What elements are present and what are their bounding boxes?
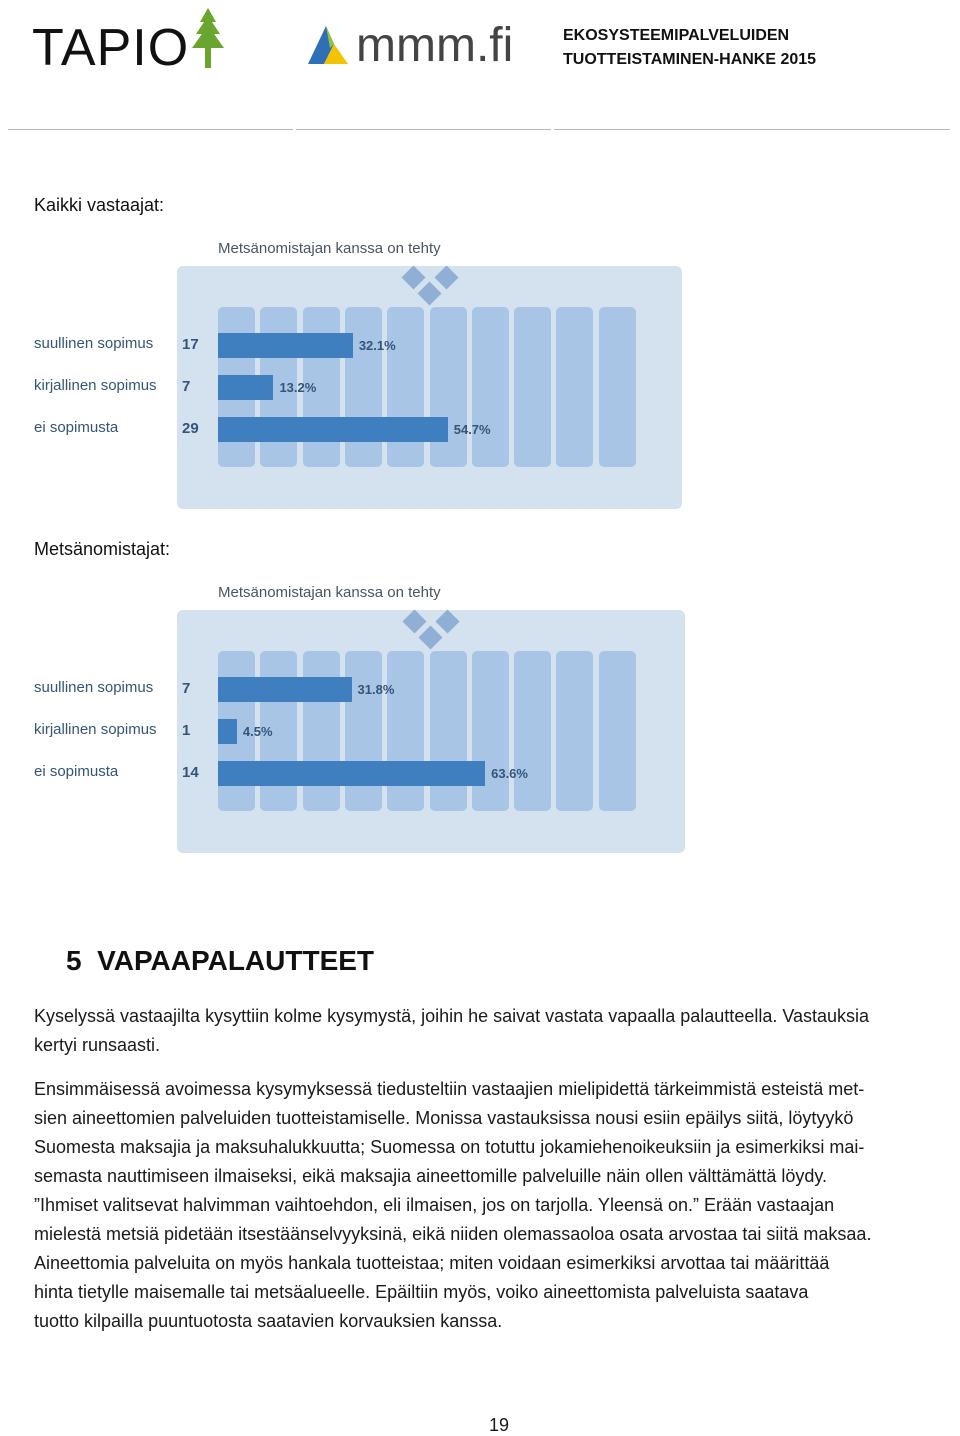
count-value: 7 <box>182 378 191 395</box>
count-value: 7 <box>182 680 191 697</box>
data-bar <box>218 417 448 442</box>
text-line: tuotto kilpailla puuntuotosta saatavien korvauksien kanssa. <box>34 1311 503 1331</box>
chart-grid-column <box>599 307 636 467</box>
chart-title: Metsänomistajan kanssa on tehty <box>218 584 441 601</box>
paragraph-intro <box>34 1002 960 1060</box>
section-title: VAPAAPALAUTTEET <box>97 945 375 976</box>
paragraph-obstacles <box>34 1075 960 1336</box>
chart-grid-column <box>303 651 340 811</box>
percent-label: 31.8% <box>357 682 395 697</box>
category-label: ei sopimusta <box>34 763 119 780</box>
chart-grid-column <box>345 651 382 811</box>
data-bar <box>218 677 352 702</box>
project-title-line-1: EKOSYSTEEMIPALVELUIDEN <box>563 27 790 44</box>
text-line: hinta tietylle maisemalle tai metsäalueelle. Epäiltiin myös, voiko aineettomista palveluista saatava <box>34 1282 809 1302</box>
chart-grid-column <box>430 307 467 467</box>
forest-owners-label: Metsänomistajat: <box>34 539 171 559</box>
category-label: kirjallinen sopimus <box>34 377 157 394</box>
data-bar <box>218 719 237 744</box>
chart-forest-owners <box>0 584 700 874</box>
page-header <box>0 0 960 130</box>
text-line: Suomesta maksajia ja maksuhalukkuutta; Suomessa on totuttu jokamiehenoikeuksiin ja esimerkiksi mai- <box>34 1137 865 1157</box>
mmm-logo-icon <box>304 18 354 68</box>
chart-grid-column <box>430 651 467 811</box>
chart-grid-column <box>514 651 551 811</box>
text-line: Ensimmäisessä avoimessa kysymyksessä tiedusteltiin vastaajien mielipidettä tärkeimmistä esteistä met- <box>34 1079 865 1099</box>
category-label: ei sopimusta <box>34 419 119 436</box>
chart-title: Metsänomistajan kanssa on tehty <box>218 240 441 257</box>
count-value: 14 <box>182 764 199 781</box>
count-value: 29 <box>182 420 199 437</box>
header-rule-1 <box>8 129 293 130</box>
percent-label: 4.5% <box>242 724 273 739</box>
chart-grid-column <box>472 651 509 811</box>
text-line: sien aineettomien palveluiden tuotteistamiselle. Monissa vastauksissa nousi esiin epäilys siitä, löytyykö <box>34 1108 854 1128</box>
tapio-logo: TAPIO <box>32 19 190 77</box>
category-label: kirjallinen sopimus <box>34 721 157 738</box>
tree-logo-icon <box>188 8 228 70</box>
data-bar <box>218 761 485 786</box>
chart-grid-column <box>472 307 509 467</box>
section-heading <box>66 945 374 977</box>
text-line: ”Ihmiset valitsevat halvimman vaihtoehdon, eli ilmaisen, jos on tarjolla. Yleensä on.” Erään vastaajan <box>34 1195 835 1215</box>
percent-label: 54.7% <box>453 422 491 437</box>
chart-grid-column <box>556 307 593 467</box>
chart-grid-column <box>345 307 382 467</box>
chart-grid-column <box>387 307 424 467</box>
text-line: Kyselyssä vastaajilta kysyttiin kolme kysymystä, joihin he saivat vastata vapaalla palautteella. Vastauksia <box>34 1006 870 1026</box>
header-rule-3 <box>554 129 950 130</box>
page-number: 19 <box>488 1415 510 1435</box>
chart-grid-column <box>599 651 636 811</box>
chart-all-respondents <box>0 240 700 530</box>
percent-label: 63.6% <box>491 766 528 781</box>
count-value: 1 <box>182 722 191 739</box>
text-line: mielestä metsiä pidetään itsestäänselvyyksinä, eikä niiden olemassaoloa osata arvostaa tai siitä maksaa. <box>34 1224 872 1244</box>
section-number: 5 <box>66 945 82 976</box>
data-bar <box>218 375 273 400</box>
text-line: kertyi runsaasti. <box>34 1035 161 1055</box>
project-title-line-2: TUOTTEISTAMINEN-HANKE 2015 <box>563 51 817 68</box>
all-respondents-label: Kaikki vastaajat: <box>34 195 165 215</box>
chart-grid-column <box>514 307 551 467</box>
data-bar <box>218 333 353 358</box>
project-title <box>563 24 816 72</box>
percent-label: 13.2% <box>279 380 317 395</box>
category-label: suullinen sopimus <box>34 335 154 352</box>
chart-grid-column <box>556 651 593 811</box>
count-value: 17 <box>182 336 199 353</box>
mmm-logo-text: mmm.fi <box>356 19 514 72</box>
text-line: Aineettomia palveluita on myös hankala tuotteistaa; miten voidaan esimerkiksi arvottaa tai määrittää <box>34 1253 830 1273</box>
category-label: suullinen sopimus <box>34 679 154 696</box>
chart-grid-column <box>387 651 424 811</box>
text-line: semasta nauttimiseen ilmaiseksi, eikä maksajia aineettomille palveluille näin ollen välttämättä löydy. <box>34 1166 828 1186</box>
percent-label: 32.1% <box>358 338 396 353</box>
header-rule-2 <box>296 129 551 130</box>
